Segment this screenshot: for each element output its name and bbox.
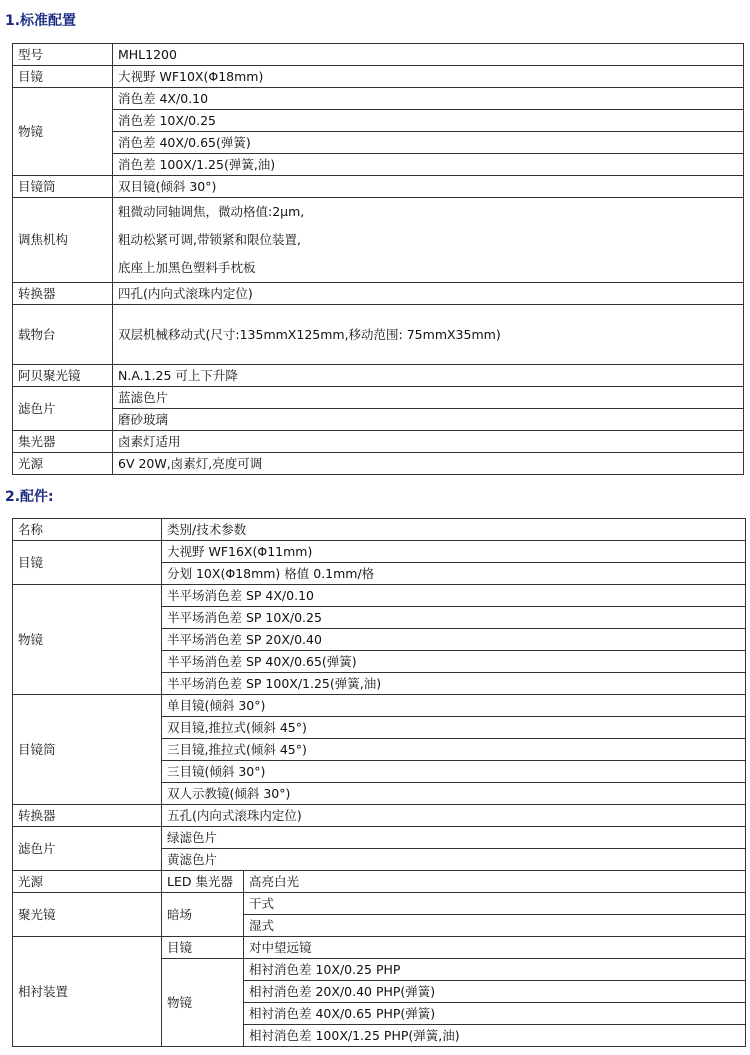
focus-line-2: 粗动松紧可调,带锁紧和限位装置,	[118, 232, 301, 247]
section-1-title: 1.标准配置	[5, 13, 77, 29]
focus-line-3: 底座上加黑色塑料手枕板	[118, 260, 256, 275]
row-value: 单目镜(倾斜 30°)	[162, 695, 746, 717]
row-label: 阿贝聚光镜	[13, 365, 113, 387]
accessories-table	[12, 518, 746, 1047]
row-value: N.A.1.25 可上下升降	[113, 365, 744, 387]
row-label: 滤色片	[13, 827, 162, 871]
row-value: 双目镜(倾斜 30°)	[113, 176, 744, 198]
row-label: 型号	[13, 44, 113, 66]
row-value: 相衬消色差 100X/1.25 PHP(弹簧,油)	[244, 1025, 746, 1047]
table-row	[13, 110, 744, 132]
row-value: 6V 20W,卤素灯,亮度可调	[113, 453, 744, 475]
row-sublabel: 目镜	[162, 937, 244, 959]
row-value: 消色差 100X/1.25(弹簧,油)	[113, 154, 744, 176]
row-value: 双层机械移动式(尺寸:135mmX125mm,移动范围: 75mmX35mm)	[113, 305, 744, 365]
table-row	[13, 937, 746, 959]
row-value: MHL1200	[113, 44, 744, 66]
row-value: 五孔(内向式滚珠内定位)	[162, 805, 746, 827]
row-value: 黄滤色片	[162, 849, 746, 871]
row-value: 蓝滤色片	[113, 387, 744, 409]
row-label: 调焦机构	[13, 198, 113, 283]
row-label: 光源	[13, 871, 162, 893]
table-row	[13, 453, 744, 475]
row-label: 物镜	[13, 88, 113, 176]
row-label: 滤色片	[13, 387, 113, 431]
row-label: 光源	[13, 453, 113, 475]
table-row	[13, 198, 744, 283]
row-label: 载物台	[13, 305, 113, 365]
table-row	[13, 44, 744, 66]
table-row	[13, 132, 744, 154]
row-sublabel: LED 集光器	[162, 871, 244, 893]
row-value: 四孔(内向式滚珠内定位)	[113, 283, 744, 305]
table-row	[13, 88, 744, 110]
row-value: 大视野 WF16X(Φ11mm)	[162, 541, 746, 563]
row-value: 相衬消色差 10X/0.25 PHP	[244, 959, 746, 981]
table-row	[13, 431, 744, 453]
table-row	[13, 305, 744, 365]
row-label: 转换器	[13, 805, 162, 827]
row-value: 分划 10X(Φ18mm) 格值 0.1mm/格	[162, 563, 746, 585]
focus-line-1: 粗微动同轴调焦，微动格值:2μm,	[118, 204, 305, 219]
header-category: 类别/技术参数	[162, 519, 746, 541]
row-value: 大视野 WF10X(Φ18mm)	[113, 66, 744, 88]
table-row	[13, 585, 746, 607]
row-value: 湿式	[244, 915, 746, 937]
table-header-row	[13, 519, 746, 541]
table-row	[13, 154, 744, 176]
table-row	[13, 387, 744, 409]
table-row	[13, 893, 746, 915]
row-value: 消色差 4X/0.10	[113, 88, 744, 110]
table-row	[13, 66, 744, 88]
row-label: 目镜	[13, 541, 162, 585]
row-value: 相衬消色差 40X/0.65 PHP(弹簧)	[244, 1003, 746, 1025]
row-value: 双人示教镜(倾斜 30°)	[162, 783, 746, 805]
row-label: 物镜	[13, 585, 162, 695]
row-value: 消色差 10X/0.25	[113, 110, 744, 132]
row-label: 集光器	[13, 431, 113, 453]
row-value: 半平场消色差 SP 40X/0.65(弹簧)	[162, 651, 746, 673]
table-row	[13, 283, 744, 305]
table-row	[13, 827, 746, 849]
row-value: 三目镜(倾斜 30°)	[162, 761, 746, 783]
row-value: 三目镜,推拉式(倾斜 45°)	[162, 739, 746, 761]
row-label: 目镜	[13, 66, 113, 88]
row-value: 干式	[244, 893, 746, 915]
row-value: 磨砂玻璃	[113, 409, 744, 431]
row-sublabel: 物镜	[162, 959, 244, 1047]
row-value-multiline	[113, 198, 744, 283]
table-row	[13, 409, 744, 431]
row-value: 双目镜,推拉式(倾斜 45°)	[162, 717, 746, 739]
row-label: 目镜筒	[13, 176, 113, 198]
row-value: 半平场消色差 SP 20X/0.40	[162, 629, 746, 651]
table-row	[13, 365, 744, 387]
row-sublabel: 暗场	[162, 893, 244, 937]
table-row	[13, 805, 746, 827]
row-value: 高亮白光	[244, 871, 746, 893]
row-value: 半平场消色差 SP 4X/0.10	[162, 585, 746, 607]
table-row	[13, 695, 746, 717]
standard-config-table	[12, 43, 744, 475]
row-value: 卤素灯适用	[113, 431, 744, 453]
row-label: 目镜筒	[13, 695, 162, 805]
row-value: 半平场消色差 SP 10X/0.25	[162, 607, 746, 629]
row-label: 聚光镜	[13, 893, 162, 937]
section-2-title: 2.配件:	[5, 489, 54, 505]
row-value: 绿滤色片	[162, 827, 746, 849]
row-value: 对中望远镜	[244, 937, 746, 959]
row-value: 消色差 40X/0.65(弹簧)	[113, 132, 744, 154]
table-row	[13, 871, 746, 893]
table-row	[13, 176, 744, 198]
row-value: 半平场消色差 SP 100X/1.25(弹簧,油)	[162, 673, 746, 695]
row-value: 相衬消色差 20X/0.40 PHP(弹簧)	[244, 981, 746, 1003]
row-label: 转换器	[13, 283, 113, 305]
row-label: 相衬装置	[13, 937, 162, 1047]
header-name: 名称	[13, 519, 162, 541]
table-row	[13, 541, 746, 563]
